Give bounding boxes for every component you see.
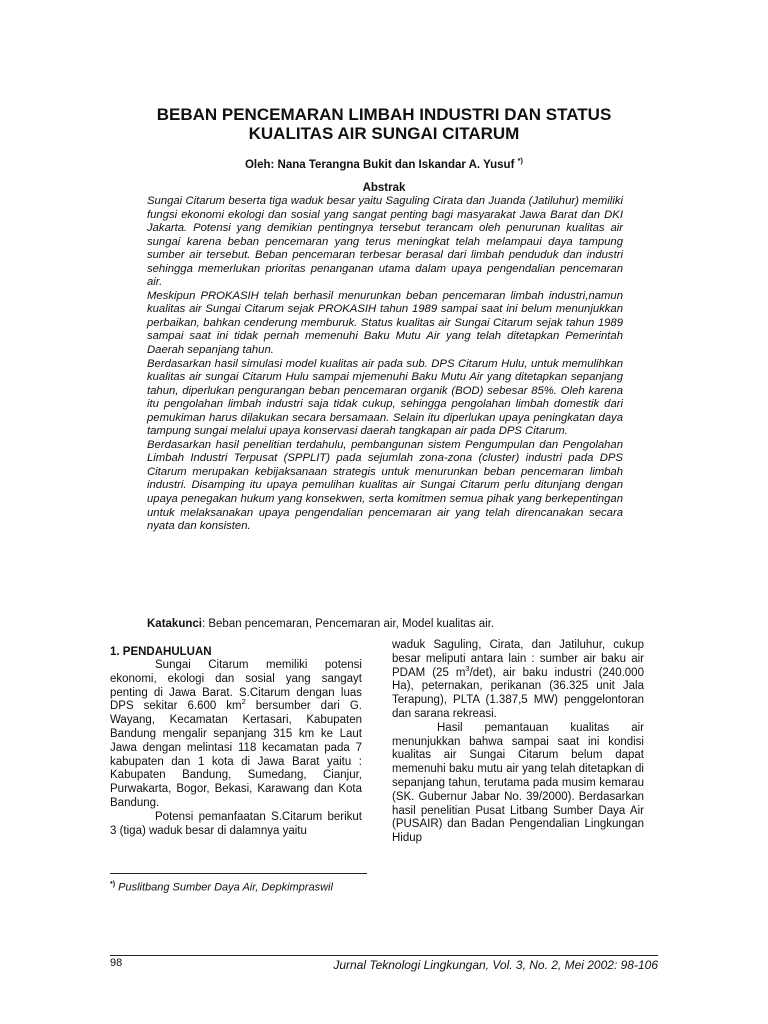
author-affiliation-marker: *) <box>517 156 524 165</box>
body-paragraph <box>392 639 644 722</box>
journal-citation: Jurnal Teknologi Lingkungan, Vol. 3, No. 2, Mei 2002: 98-106 <box>333 958 658 972</box>
paragraph-text: waduk Saguling, Cirata, dan Jatiluhur, cukup besar meliputi antara lain : sumber air baku air PDAM (25 m <box>392 639 644 679</box>
title-line-2: KUALITAS AIR SUNGAI CITARUM <box>248 124 520 143</box>
left-column <box>110 645 362 838</box>
paragraph-text: Sungai Citarum memiliki potensi ekonomi, ekologi dan sosial yang sangayt penting di Jawa Barat. S.Citarum dengan luas DPS sekitar 6.600 km <box>110 659 362 713</box>
abstract-body <box>147 195 623 534</box>
right-column <box>392 639 644 846</box>
abstract-paragraph: Sungai Citarum beserta tiga waduk besar yaitu Saguling Cirata dan Juanda (Jatiluhur) memiliki fungsi ekonomi ekologi dan sosial yang sangat penting bagi masyarakat Jawa Barat dan DKI Jakarta. Potensi yang demikian pentingnya tersebut terancam oleh penurunan kualitas air sungai karena beban pencemaran yang terus meningkat telah melampaui daya tampung sumber air tersebut. Beban pencemaran terbesar berasal dari limbah penduduk dan industri sehingga memerlukan prioritas penanganan utama dalam upaya pengendalian pencemaran air. <box>147 195 623 289</box>
footnote <box>110 878 410 895</box>
footnote-marker: *) <box>110 881 116 888</box>
body-paragraph <box>110 659 362 811</box>
footnote-divider <box>110 873 367 874</box>
abstract-paragraph: Meskipun PROKASIH telah berhasil menurunkan beban pencemaran limbah industri,namun kualitas air Sungai Citarum sejak PROKASIH tahun 1989 sampai saat ini belum menunjukkan perbaikan, bahkan cenderung memburuk. Status kualitas air Sungai Citarum sejak tahun 1989 sampai saat ini tidak pernah memenuhi Baku Mutu Air yang telah ditetapkan Pemerintah Daerah sepanjang tahun. <box>147 289 623 357</box>
abstract-paragraph: Berdasarkan hasil simulasi model kualitas air pada sub. DPS Citarum Hulu, untuk memulihkan kualitas air sungai Citarum Hulu sampai mjemenuhi Baku Mutu Air yang ditetapkan sepanjang tahun, diperlukan pengurangan beban pencemaran organik (BOD) sebesar 85%. Oleh karena itu pengolahan limbah industri saja tidak cukup, sehingga pengolahan limbah domestik dari pemukiman harus dilakukan secara bersamaan. Selain itu diperlukan upaya peningkatan daya tampung sungai melalui upaya konservasi daerah tangkapan air pada DPS Citarum. <box>147 357 623 438</box>
abstract-heading: Abstrak <box>362 182 406 194</box>
paper-title <box>110 105 658 143</box>
footnote-text: Puslitbang Sumber Daya Air, Depkimpraswil <box>115 881 333 894</box>
keywords-label: Katakunci <box>147 618 202 630</box>
footer-divider <box>110 955 658 956</box>
body-paragraph: Potensi pemanfaatan S.Citarum berikut 3 (tiga) waduk besar di dalamnya yaitu <box>110 810 362 837</box>
authors-text: Oleh: Nana Terangna Bukit dan Iskandar A. Yusuf <box>244 158 518 171</box>
authors-line <box>110 154 658 172</box>
keywords-text: : Beban pencemaran, Pencemaran air, Model kualitas air. <box>201 618 495 630</box>
section-heading: 1. PENDAHULUAN <box>110 646 212 658</box>
title-line-1: BEBAN PENCEMARAN LIMBAH INDUSTRI DAN STATUS <box>156 105 612 124</box>
body-paragraph: Hasil pemantauan kualitas air menunjukkan bahwa sampai saat ini kondisi kualitas air Sungai Citarum belum dapat memenuhi baku mutu air yang telah ditetapkan di sepanjang tahun, terutama pada musim kemarau (SK. Gubernur Jabar No. 39/2000). Berdasarkan hasil penelitian Pusat Litbang Sumber Daya Air (PUSAIR) dan Badan Pengendalian Lingkungan Hidup <box>392 721 644 845</box>
superscript: 3 <box>465 663 470 673</box>
paragraph-text: /det), air baku industri (240.000 Ha), peternakan, perikanan (36.325 unit Jala Terapung), PLTA (1.387,5 MW) penggelontoran dan sarana rekreasi. <box>392 666 644 720</box>
page-number: 98 <box>110 957 123 969</box>
abstract-paragraph: Berdasarkan hasil penelitian terdahulu, pembangunan sistem Pengumpulan dan Pengolahan Limbah Industri Terpusat (SPPLIT) pada sejumlah zona-zona (cluster) industri pada DPS Citarum merupakan kebijaksanaan strategis untuk menurunkan beban pencemaran limbah industri. Disamping itu upaya pemulihan kualitas air Sungai Citarum perlu ditunjang dengan upaya penegakan hukum yang konsekwen, serta komitmen semua pihak yang berkepentingan untuk melaksanakan upaya pengendalian pencemaran air yang telah direncanakan secara nyata dan konsisten. <box>147 438 623 533</box>
paragraph-text: bersumber dari G. Wayang, Kecamatan Kertasari, Kabupaten Bandung mengalir sepanjang 315 km ke Laut Jawa dengan melintasi 118 kecamatan pada 7 kabupaten dan 1 kota di Jawa Barat yaitu : Kabupaten Bandung, Sumedang, Cianjur, Purwakarta, Bogor, Bekasi, Karawang dan Kota Bandung. <box>110 700 362 809</box>
superscript: 2 <box>241 697 246 707</box>
keywords-line <box>147 617 623 631</box>
